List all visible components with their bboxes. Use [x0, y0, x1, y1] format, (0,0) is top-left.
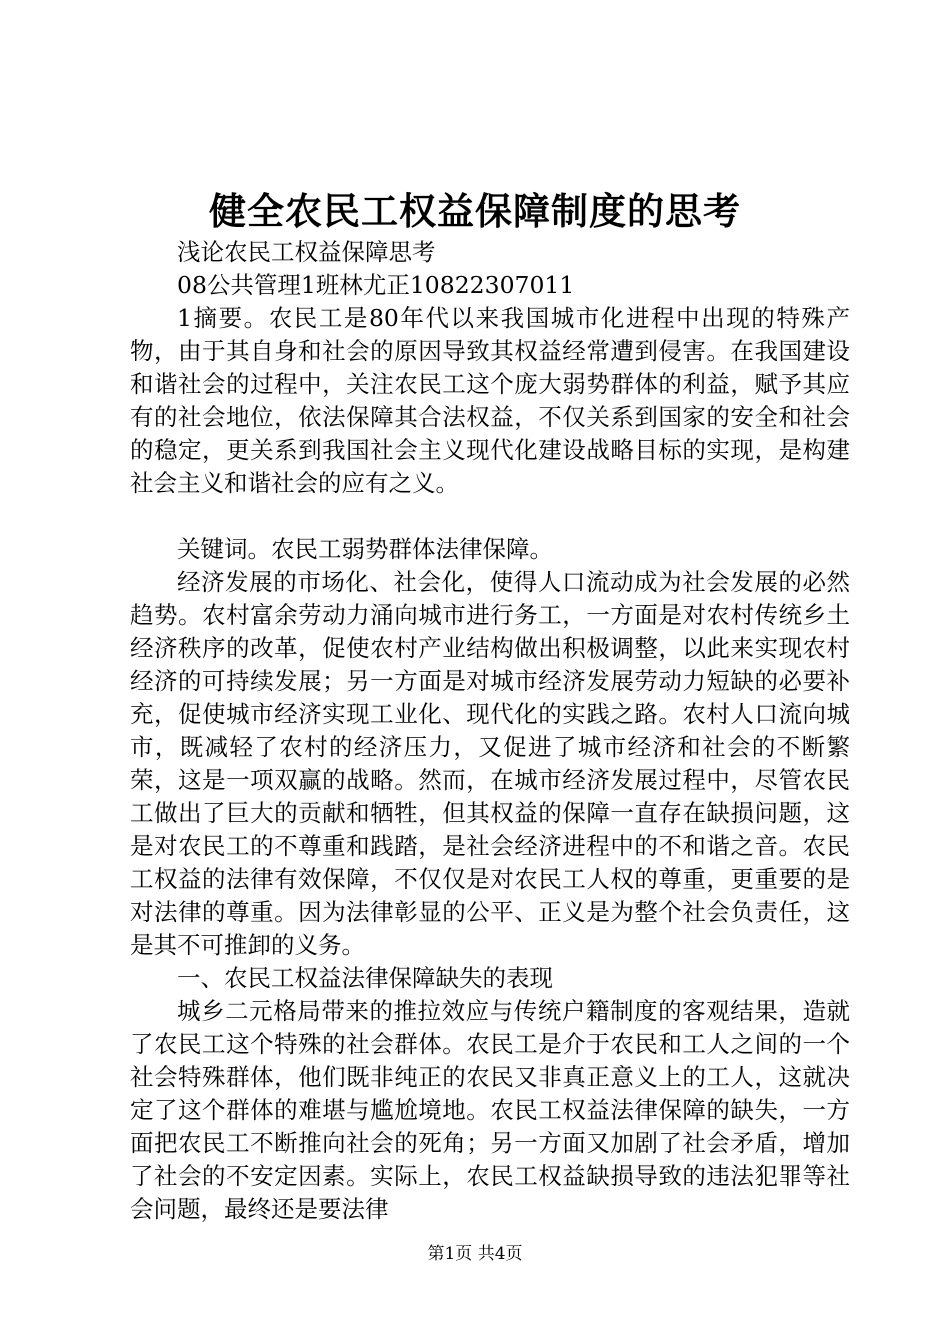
section-paragraph: 城乡二元格局带来的推拉效应与传统户籍制度的客观结果，造就了农民工这个特殊的社会群体。农民工是介于农民和工人之间的一个社会特殊群体，他们既非纯正的农民又非真正意义上的工人，这就决定了这个群体的难堪与尴尬境地。农民工权益法律保障的缺失，一方面把农民工不断推向社会的死角；另一方面又加剧了社会矛盾，增加了社会的不安定因素。实际上，农民工权益缺损导致的违法犯罪等社会问题，最终还是要法律 — [130, 997, 850, 1223]
document-body — [130, 236, 850, 1226]
keywords-paragraph: 关键词。农民工弱势群体法律保障。 — [177, 535, 553, 563]
intro-paragraph: 经济发展的市场化、社会化，使得人口流动成为社会发展的必然趋势。农村富余劳动力涌向城市进行务工，一方面是对农村传统乡土经济秩序的改革，促使农村产业结构做出积极调整，以此来实现农村经济的可持续发展；另一方面是对城市经济发展劳动力短缺的必要补充，促使城市经济实现工业化、现代化的实践之路。农村人口流向城市，既减轻了农村的经济压力，又促进了城市经济和社会的不断繁荣，这是一项双赢的战略。然而，在城市经济发展过程中，尽管农民工做出了巨大的贡献和牺牲，但其权益的保障一直存在缺损问题，这是对农民工的不尊重和践踏，是社会经济进程中的不和谐之音。农民工权益的法律有效保障，不仅仅是对农民工人权的尊重，更重要的是对法律的尊重。因为法律彰显的公平、正义是为整个社会负责任，这是其不可推卸的义务。 — [130, 568, 850, 959]
abstract-paragraph: 1摘要。农民工是80年代以来我国城市化进程中出现的特殊产物，由于其自身和社会的原因导致其权益经常遭到侵害。在我国建设和谐社会的过程中，关注农民工这个庞大弱势群体的利益，赋予其应有的社会地位，依法保障其合法权益，不仅关系到国家的安全和社会的稳定，更关系到我国社会主义现代化建设战略目标的实现，是构建社会主义和谐社会的应有之义。 — [130, 304, 850, 497]
document-title: 健全农民工权益保障制度的思考 — [209, 189, 741, 233]
author-line: 08公共管理1班林尤正10822307011 — [177, 271, 575, 299]
page-footer: 第1页 共4页 — [427, 1244, 523, 1264]
section-heading: 一、农民工权益法律保障缺失的表现 — [177, 964, 553, 992]
subtitle-paragraph: 浅论农民工权益保障思考 — [177, 238, 436, 266]
